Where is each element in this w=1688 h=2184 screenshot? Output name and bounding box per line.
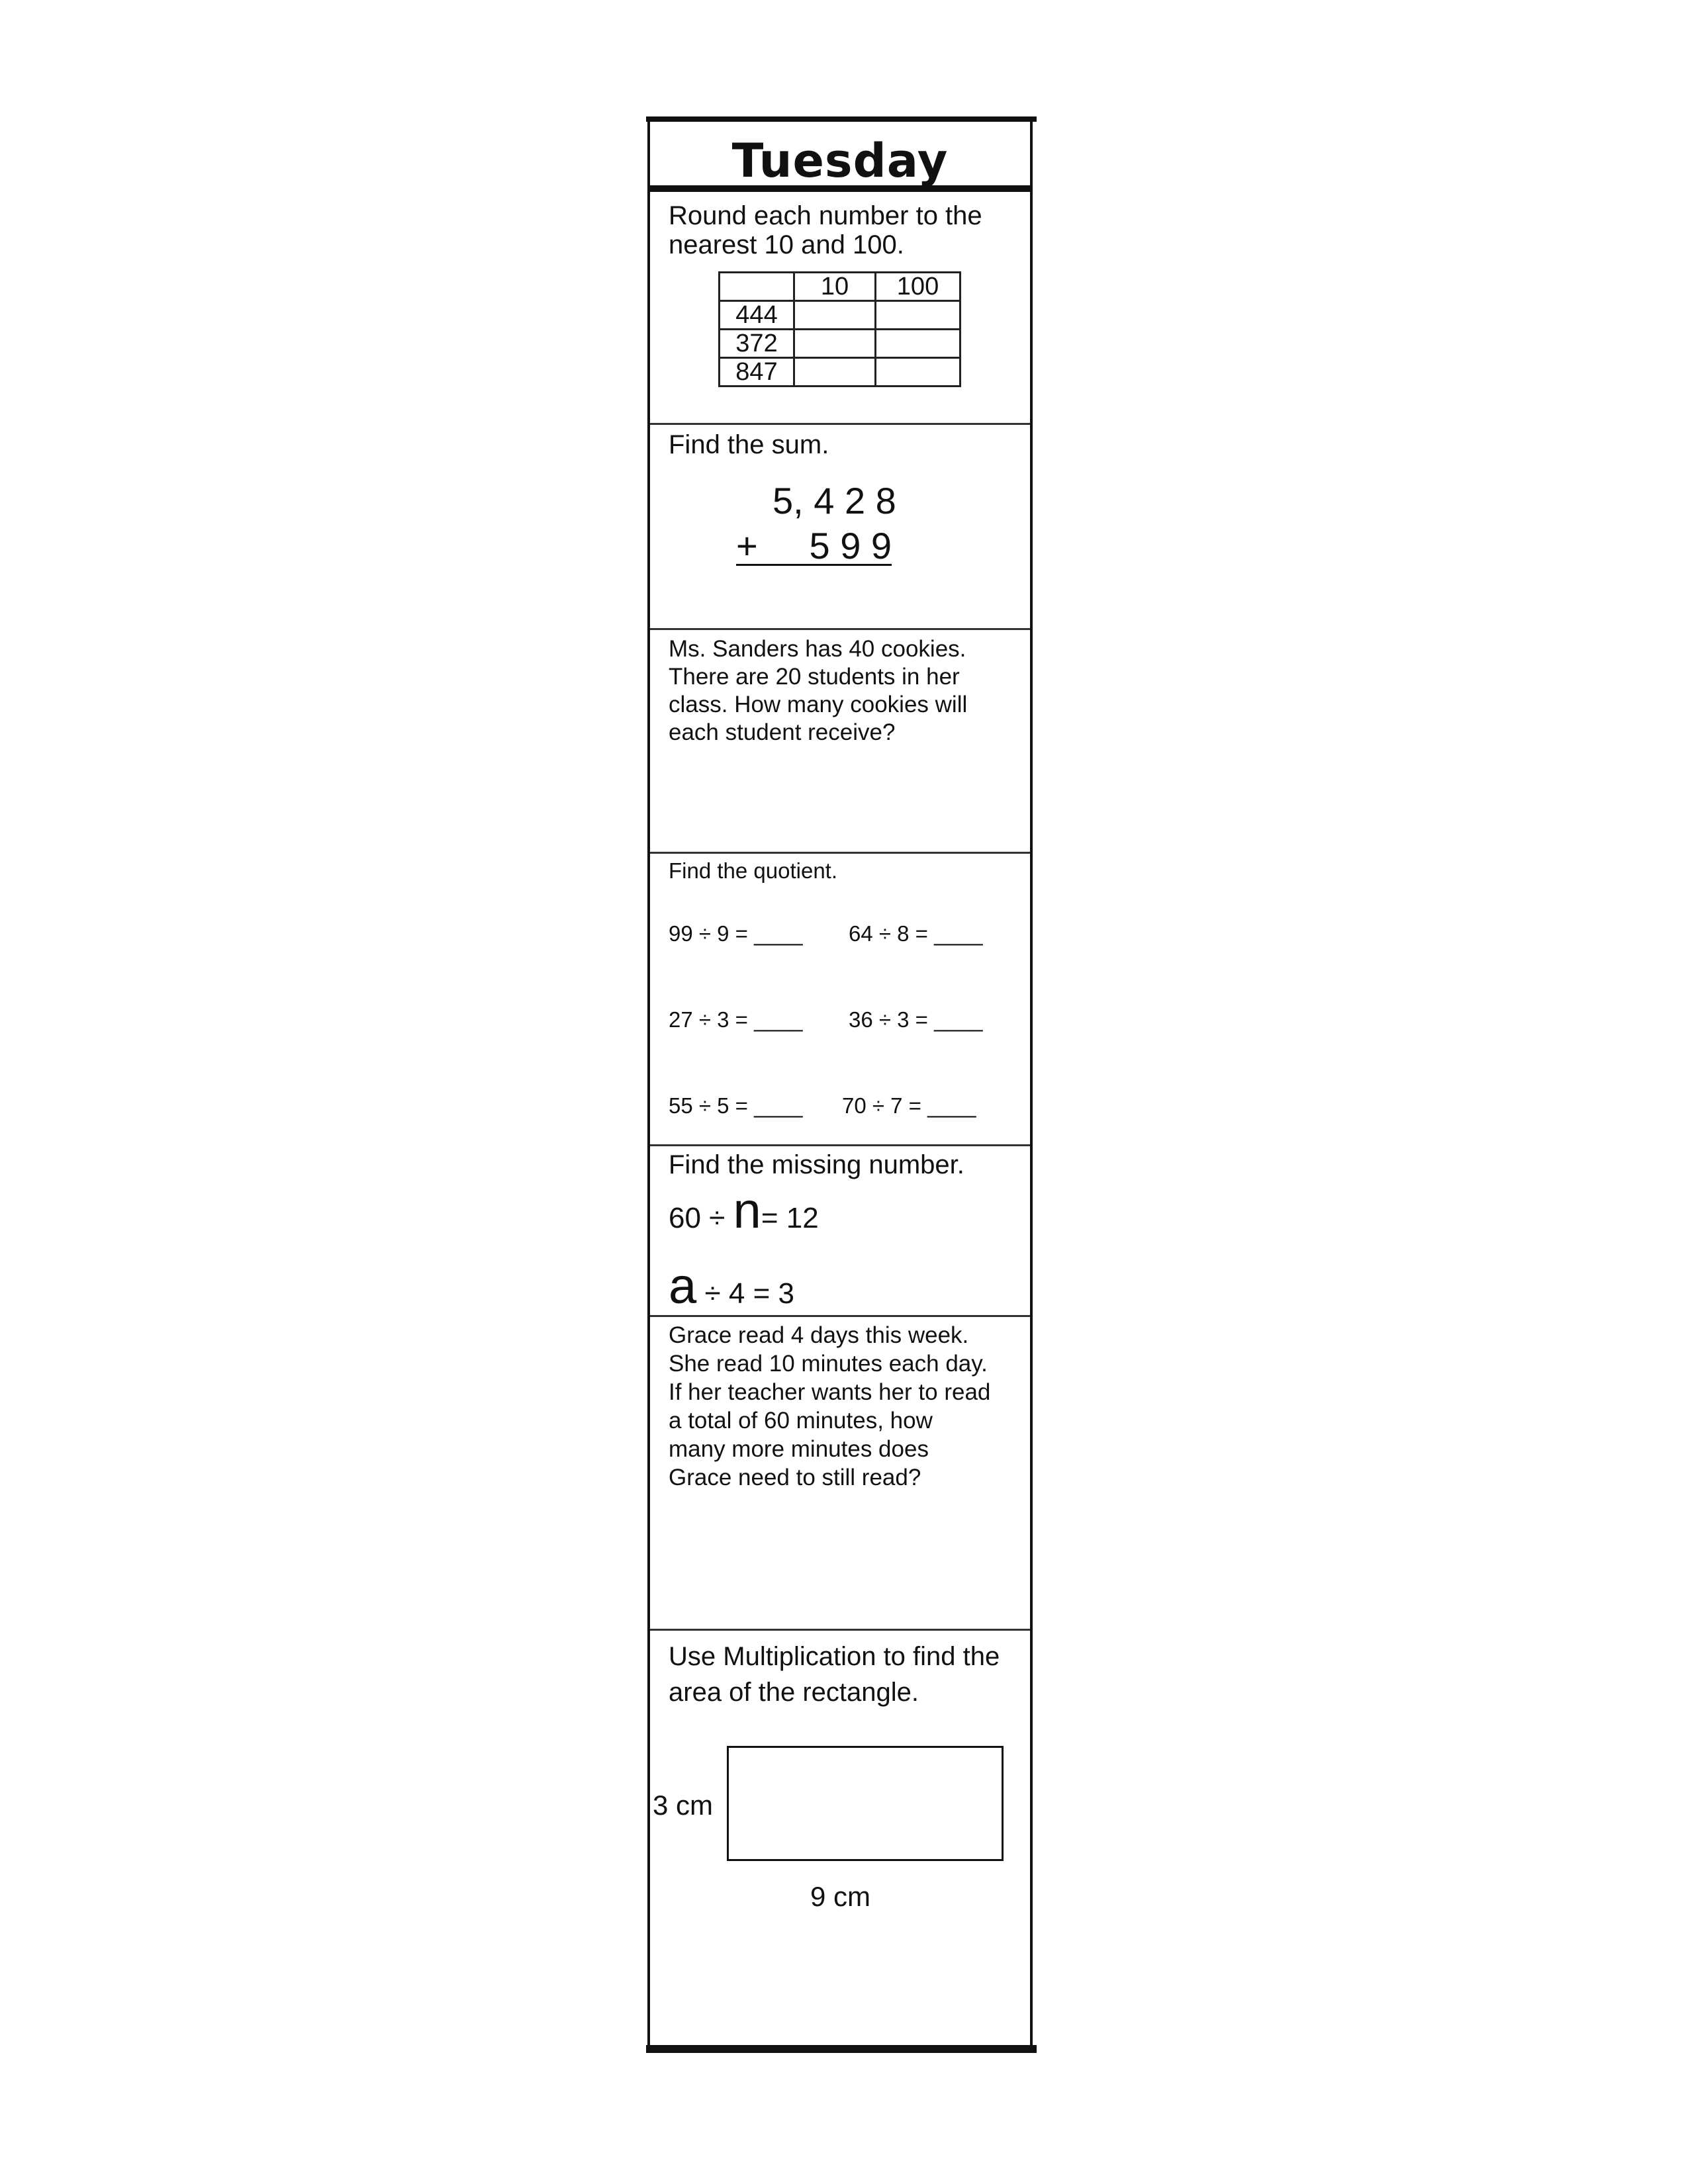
grace-word-problem: Grace read 4 days this week. She read 10 minutes each day. If her teacher wants her to read a total of 60 minutes, how many more minutes does Grace need to still read? <box>669 1322 991 1490</box>
rectangle-figure <box>727 1746 1004 1861</box>
bottom-length-label: 9 cm <box>810 1881 871 1912</box>
table-header-row: 10 100 <box>720 273 961 301</box>
quotient-problem: 70 ÷ 7 = ____ <box>842 1093 976 1118</box>
quotient-problem: 64 ÷ 8 = ____ <box>849 921 983 946</box>
answer-cell[interactable] <box>876 330 961 358</box>
day-header <box>650 122 1030 192</box>
answer-cell[interactable] <box>794 358 876 387</box>
grace-section <box>650 1317 1030 1631</box>
quotient-section <box>650 854 1030 1146</box>
area-instruction: Use Multiplication to find the area of the rectangle. <box>669 1642 1000 1707</box>
missing-equation-1: 60 ÷ n= 12 <box>669 1183 819 1239</box>
rounding-table <box>718 271 961 387</box>
answer-cell[interactable] <box>876 358 961 387</box>
quotient-problem: 27 ÷ 3 = ____ <box>669 1007 803 1032</box>
quotient-problem: 99 ÷ 9 = ____ <box>669 921 803 946</box>
table-row: 372 <box>720 330 961 358</box>
table-row: 444 <box>720 301 961 330</box>
sum-bottom-line: + 5 9 9 <box>736 525 892 567</box>
round-section <box>650 192 1030 425</box>
sum-instruction: Find the sum. <box>669 430 829 459</box>
table-row: 847 <box>720 358 961 387</box>
variable-n: n <box>733 1183 761 1239</box>
area-section <box>650 1631 1030 2045</box>
answer-cell[interactable] <box>794 330 876 358</box>
answer-cell[interactable] <box>794 301 876 330</box>
variable-a: a <box>669 1258 697 1314</box>
side-length-label: 3 cm <box>653 1790 714 1821</box>
tuesday-worksheet-strip <box>647 116 1033 2053</box>
day-title: Tuesday <box>731 134 949 188</box>
answer-cell[interactable] <box>876 301 961 330</box>
quotient-problem: 55 ÷ 5 = ____ <box>669 1093 803 1118</box>
sum-section <box>650 425 1030 630</box>
round-instruction: Round each number to the nearest 10 and 100. <box>669 201 982 259</box>
sum-top-number: 5, 4 2 8 <box>773 480 896 522</box>
quotient-problem: 36 ÷ 3 = ____ <box>849 1007 983 1032</box>
missing-equation-2: a ÷ 4 = 3 <box>669 1258 794 1314</box>
missing-number-section <box>650 1146 1030 1317</box>
cookies-word-problem: Ms. Sanders has 40 cookies. There are 20 students in her class. How many cookies will each student receive? <box>669 636 968 745</box>
missing-instruction: Find the missing number. <box>669 1150 964 1179</box>
cookies-section <box>650 630 1030 854</box>
quotient-instruction: Find the quotient. <box>669 858 838 883</box>
